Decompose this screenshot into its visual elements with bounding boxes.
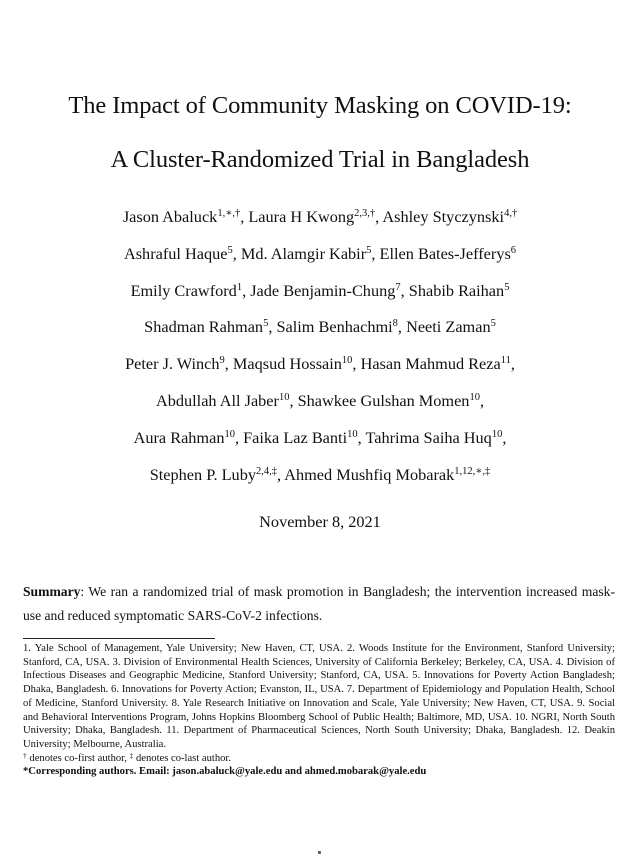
author-name: Jade Benjamin-Chung — [250, 280, 396, 300]
author-affiliation-marker: 5 — [263, 318, 269, 330]
paper-title-line-2: A Cluster-Randomized Trial in Bangladesh — [110, 146, 530, 173]
author-affiliation-marker: 10 — [278, 391, 290, 403]
author-list — [20, 203, 620, 497]
colast-note: denotes co-last author. — [133, 752, 232, 764]
author-name: Maqsud Hossain — [232, 354, 342, 374]
author-separator: , — [289, 390, 298, 410]
corresponding-authors-note: *Corresponding authors. Email: jason.abaluck@yale.edu and ahmed.mobarak@yale.edu — [23, 766, 427, 778]
author-name: Ashley Styczynski — [382, 207, 505, 226]
author-line — [20, 203, 620, 240]
author-affiliation-marker: 9 — [219, 355, 225, 367]
cofirst-note: denotes co-first author, — [26, 752, 130, 764]
author-name: Md. Alamgir Kabir — [240, 243, 367, 263]
publication-date: November 8, 2021 — [259, 512, 381, 531]
author-separator: , — [240, 207, 249, 226]
author-separator: , — [502, 427, 507, 447]
author-line — [20, 277, 620, 314]
author-name: Faika Laz Banti — [243, 427, 348, 447]
footnotes — [23, 642, 615, 779]
author-name: Shadman Rahman — [144, 317, 264, 337]
author-separator: , — [375, 207, 383, 226]
author-name: Neeti Zaman — [406, 317, 491, 337]
author-separator: , — [371, 243, 380, 263]
summary-paragraph — [23, 580, 615, 628]
author-affiliation-marker: 11 — [500, 355, 511, 367]
author-affiliation-marker: 10 — [491, 428, 503, 440]
author-name: Shawkee Gulshan Momen — [297, 390, 470, 410]
author-affiliation-marker: 7 — [395, 281, 401, 293]
footnote-rule — [23, 638, 215, 639]
summary-text: : We ran a randomized trial of mask promotion in Bangladesh; the intervention increased mask-use and reduced symptomatic SARS-CoV-2 infections. — [23, 584, 615, 623]
author-name: Hasan Mahmud Reza — [360, 354, 501, 374]
author-affiliation-marker: 10 — [469, 391, 480, 403]
author-separator: , — [479, 390, 485, 410]
author-separator: , — [352, 354, 361, 374]
author-separator: , — [232, 243, 241, 263]
author-separator: , — [268, 317, 277, 337]
author-name: Shabib Raihan — [408, 280, 505, 300]
author-name: Tahrima Saiha Huq — [365, 427, 492, 447]
author-separator: , — [357, 427, 366, 447]
author-affiliation-marker: 4,† — [504, 208, 518, 219]
author-affiliation-marker: 6 — [510, 244, 517, 256]
author-name: Ahmed Mushfiq Mobarak — [284, 464, 455, 484]
author-affiliation-marker: 10 — [341, 355, 353, 367]
author-affiliation-marker: 2,3,† — [354, 208, 376, 219]
author-name: Stephen P. Luby — [149, 464, 256, 484]
author-name: Ashraful Haque — [123, 243, 228, 263]
colast-symbol: ‡ — [129, 750, 134, 760]
summary-label: Summary — [23, 584, 81, 599]
author-name: Ellen Bates-Jefferys — [379, 243, 511, 263]
author-separator: , — [510, 354, 515, 374]
author-line — [20, 313, 620, 350]
author-affiliation-marker: 1,∗,† — [217, 208, 241, 219]
author-name: Aura Rahman — [133, 427, 225, 447]
author-name: Peter J. Winch — [125, 354, 220, 374]
author-affiliation-marker: 5 — [490, 318, 496, 330]
author-role-footnote — [23, 752, 615, 766]
author-separator: , — [234, 427, 244, 447]
author-line — [20, 387, 620, 424]
author-separator: , — [276, 464, 285, 484]
affiliations-footnote: 1. Yale School of Management, Yale University; New Haven, CT, USA. 2. Woods Institute for the Environment, Stanford University; Stanford, CA, USA. 3. Division of Environmental Health Sciences, University of California Berkeley; Berkeley, CA, USA. 4. Division of Infectious Diseases and Geographic Medicine, Stanford University; Stanford, CA, USA. 5. Innovations for Poverty Action Bangladesh; Dhaka, Bangladesh. 6. Innovations for Poverty Action; Evanston, IL, USA. 7. Department of Epidemiology and Population Health, School of Medicine, Stanford University. 8. Yale Research Initiative on Innovation and Scale, Yale University; New Haven, CT, USA. 9. Social and Behavioral Interventions Program, Johns Hopkins Bloomberg School of Public Health; Baltimore, MD, USA. 10. NGRI, North South University; Dhaka, Bangladesh. 11. Department of Pharmaceutical Sciences, North South University; Dhaka, Bangladesh. 12. Deakin University; Melbourne, Australia. — [23, 643, 615, 750]
author-affiliation-marker: 1 — [236, 281, 243, 293]
author-affiliation-marker: 5 — [366, 244, 372, 256]
author-name: Abdullah All Jaber — [155, 390, 279, 410]
paper-title-line-1: The Impact of Community Masking on COVID-19: — [68, 92, 572, 119]
author-name: Laura H Kwong — [248, 207, 355, 226]
author-name: Emily Crawford — [130, 280, 237, 300]
author-affiliation-marker: 1,12,∗,‡ — [454, 465, 491, 477]
author-separator: , — [400, 280, 409, 300]
author-affiliation-marker: 10 — [347, 428, 358, 440]
author-name: Jason Abaluck — [122, 207, 218, 226]
author-affiliation-marker: 2,4,‡ — [255, 465, 277, 477]
author-separator: , — [242, 280, 251, 300]
page-mark — [318, 851, 321, 854]
author-name: Salim Benhachmi — [276, 317, 393, 337]
author-line — [20, 424, 620, 461]
author-affiliation-marker: 8 — [392, 318, 398, 330]
author-separator: , — [224, 354, 233, 374]
author-line — [20, 350, 620, 387]
author-separator: , — [397, 317, 407, 337]
author-line — [20, 240, 620, 277]
author-affiliation-marker: 5 — [227, 244, 233, 256]
cofirst-symbol: † — [23, 750, 27, 760]
author-affiliation-marker: 5 — [504, 281, 510, 293]
author-affiliation-marker: 10 — [224, 428, 235, 440]
author-line — [20, 461, 620, 498]
